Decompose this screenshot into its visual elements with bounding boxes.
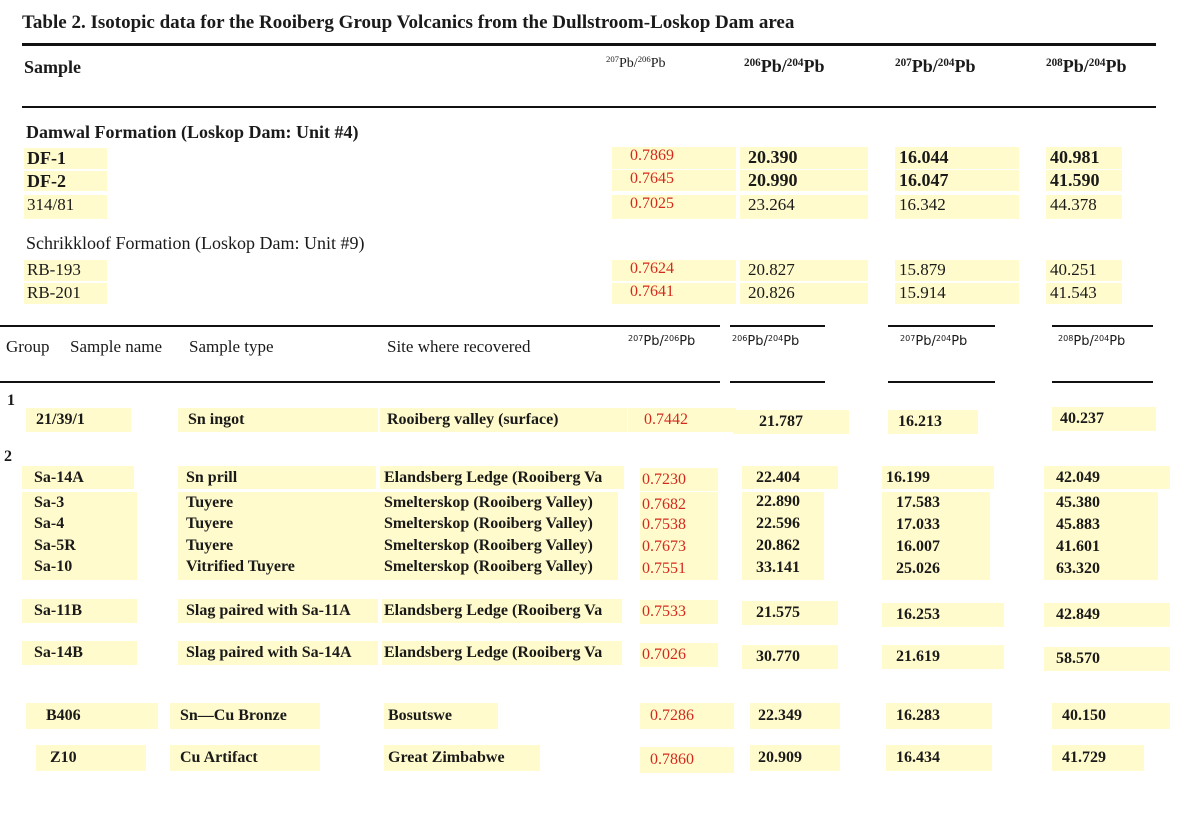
table3-row-name: Sa-14A: [22, 466, 134, 489]
table3-row-r4: 63.320: [1056, 560, 1100, 577]
table3-row-r3: 25.026: [896, 560, 940, 577]
table2-header-r2: $^{206}$Pb/$^{204}$Pb: [744, 56, 825, 76]
table3-header-r1: $^{207}$Pb/$^{206}$Pb: [628, 333, 696, 349]
table3-row-site: Elandsberg Ledge (Rooiberg Va: [382, 599, 622, 623]
table2-row-r4: 41.590: [1046, 170, 1122, 191]
table3-header-r4: $^{208}$Pb/$^{204}$Pb: [1058, 333, 1126, 349]
table2-row-sample: 314/81: [24, 195, 107, 219]
table2-header-r4: $^{208}$Pb/$^{204}$Pb: [1046, 56, 1127, 76]
table3-group-label: 1: [7, 392, 15, 409]
table3-top-rule-r4: [1052, 325, 1153, 327]
table3-row-site: Smelterskop (Rooiberg Valley): [384, 515, 593, 532]
table3-row-r3: 16.213: [888, 410, 978, 434]
table3-row-r1: 0.7026: [640, 643, 718, 667]
table2-row-r1: 0.7645: [612, 170, 736, 191]
table3-row-r1: 0.7286: [640, 703, 734, 729]
table2-row-r4: 41.543: [1046, 283, 1122, 304]
table3-row-r2: 30.770: [742, 645, 838, 669]
table3-row-type: Tuyere: [186, 494, 234, 511]
table2-row-r3: 15.879: [895, 260, 1019, 281]
table2-header-r1: $^{207}$Pb/$^{206}$Pb: [606, 54, 666, 71]
table3-header-rule-left: [0, 381, 720, 383]
table3-row-r4: 40.150: [1052, 703, 1170, 729]
table2-row-r1: 0.7025: [612, 195, 736, 219]
table2-row-r1: 0.7869: [612, 147, 736, 169]
table3-top-rule-left: [0, 325, 720, 327]
table3-row-type: Slag paired with Sa-11A: [178, 599, 378, 623]
table3-row-site: Bosutswe: [384, 703, 498, 729]
table2-header-rule: [22, 106, 1156, 108]
table2-row-r3: 16.044: [895, 147, 1019, 169]
table3-row-r4: 45.883: [1056, 516, 1100, 533]
table3-row-r1: 0.7538: [642, 516, 686, 533]
table2-group1-title: Damwal Formation (Loskop Dam: Unit #4): [26, 122, 359, 142]
table3-row-r4: 42.849: [1044, 603, 1170, 627]
table3-row-r1: 0.7230: [640, 468, 718, 491]
table2-row-sample: RB-201: [24, 283, 107, 304]
table3-row-r2: 22.349: [750, 703, 840, 729]
table2-row-r1: 0.7641: [612, 283, 736, 304]
table3-row-r2: 22.404: [742, 466, 838, 489]
table3-row-type: Tuyere: [186, 515, 234, 532]
table3-row-name: Sa-11B: [22, 599, 137, 623]
table2-row-r1: 0.7624: [612, 260, 736, 281]
table3-row-r2: 22.596: [756, 515, 800, 532]
table3-row-r2: 22.890: [756, 493, 800, 510]
table2-row-r3: 16.047: [895, 170, 1019, 191]
table3-row-r4: 42.049: [1044, 466, 1170, 489]
table3-row-r2: 33.141: [756, 559, 800, 576]
table2-row-sample: DF-2: [24, 171, 107, 191]
table3-row-r2: 20.909: [750, 745, 840, 771]
table2-row-sample: RB-193: [24, 260, 107, 281]
table3-row-site: Smelterskop (Rooiberg Valley): [384, 537, 593, 554]
table3-row-r1: 0.7860: [640, 747, 734, 773]
table3-row-site: Smelterskop (Rooiberg Valley): [384, 494, 593, 511]
table3-row-r1: 0.7442: [628, 408, 736, 432]
table2-row-r4: 40.981: [1046, 147, 1122, 169]
table3-row-r3: 16.199: [882, 466, 994, 489]
table3-header-site: Site where recovered: [387, 337, 531, 356]
table3-header-rule-r4: [1052, 381, 1153, 383]
table3-row-site: Rooiberg valley (surface): [380, 408, 627, 432]
table2-row-r2: 20.827: [740, 260, 868, 281]
table3-row-r4: 40.237: [1052, 407, 1156, 431]
table3-row-r3: 16.283: [886, 703, 992, 729]
table3-row-type: Slag paired with Sa-14A: [178, 641, 378, 665]
table2-row-r3: 15.914: [895, 283, 1019, 304]
table3-row-type: Tuyere: [186, 537, 234, 554]
table2-row-r3: 16.342: [895, 195, 1019, 219]
table3-row-r1: 0.7673: [642, 538, 686, 555]
table3-row-name: Sa-4: [34, 515, 65, 532]
table2-row-r2: 20.826: [740, 283, 868, 304]
table3-row-name: Z10: [36, 745, 146, 771]
table3-row-r2: 21.787: [733, 410, 849, 434]
table3-header-r3: $^{207}$Pb/$^{204}$Pb: [900, 333, 968, 349]
table3-row-r2: 21.575: [742, 601, 838, 625]
table3-row-type: Sn ingot: [178, 408, 378, 432]
table3-row-name: Sa-3: [34, 494, 65, 511]
table3-row-r3: 16.434: [886, 745, 992, 771]
table2-row-r2: 20.390: [740, 147, 868, 169]
table2-group2-title: Schrikkloof Formation (Loskop Dam: Unit #9): [26, 233, 365, 253]
table2-header-sample: Sample: [24, 57, 82, 77]
table3-row-type: Cu Artifact: [170, 745, 320, 771]
table3-top-rule-r2: [730, 325, 825, 327]
table3-row-r3: 17.033: [896, 516, 940, 533]
table3-row-site: Elandsberg Ledge (Rooiberg Va: [382, 641, 622, 665]
table3-row-r1: 0.7533: [640, 600, 718, 624]
table3-row-r2: 20.862: [756, 537, 800, 554]
table3-header-rule-r3: [888, 381, 995, 383]
table3-row-r1: 0.7551: [642, 560, 686, 577]
table3-header-rule-r2: [730, 381, 825, 383]
table2-row-sample: DF-1: [24, 148, 107, 169]
table3-row-type: Sn—Cu Bronze: [170, 703, 320, 729]
table3-row-r4: 41.729: [1052, 745, 1144, 771]
table3-row-r3: 17.583: [896, 494, 940, 511]
table3-group-label: 2: [4, 448, 12, 465]
table3-row-r3: 16.253: [882, 603, 1004, 627]
table3-row-name: Sa-14B: [22, 641, 137, 665]
table3-row-site: Great Zimbabwe: [384, 745, 540, 771]
table3-row-r4: 41.601: [1056, 538, 1100, 555]
table2-title: Table 2. Isotopic data for the Rooiberg Group Volcanics from the Dullstroom-Loskop Dam area: [22, 12, 795, 33]
table2-row-r2: 20.990: [740, 170, 868, 191]
table3-row-r1: 0.7682: [642, 496, 686, 513]
table3-row-name: 21/39/1: [26, 408, 131, 432]
table3-row-type: Sn prill: [178, 466, 376, 489]
table3-header-sample-name: Sample name: [70, 337, 163, 356]
table3-row-r3: 16.007: [896, 538, 940, 555]
table3-row-name: Sa-10: [34, 558, 73, 575]
table3-row-type: Vitrified Tuyere: [186, 558, 295, 575]
table2-row-r2: 23.264: [740, 195, 868, 219]
table2-row-r4: 44.378: [1046, 195, 1122, 219]
table3-row-site: Elandsberg Ledge (Rooiberg Va: [380, 466, 624, 489]
table3-top-rule-r3: [888, 325, 995, 327]
table2-header-r3: $^{207}$Pb/$^{204}$Pb: [895, 56, 976, 76]
table3-row-name: Sa-5R: [34, 537, 76, 554]
table3-header-group: Group: [6, 337, 50, 356]
table3-header-r2: $^{206}$Pb/$^{204}$Pb: [732, 333, 800, 349]
table3-row-site: Smelterskop (Rooiberg Valley): [384, 558, 593, 575]
table3-row-name: B406: [26, 703, 158, 729]
table3-row-r3: 21.619: [882, 645, 1004, 669]
table3-row-r4: 58.570: [1044, 647, 1170, 671]
table2-row-r4: 40.251: [1046, 260, 1122, 281]
table2-top-rule: [22, 43, 1156, 46]
table3-header-sample-type: Sample type: [189, 337, 274, 356]
table3-row-r4: 45.380: [1056, 494, 1100, 511]
